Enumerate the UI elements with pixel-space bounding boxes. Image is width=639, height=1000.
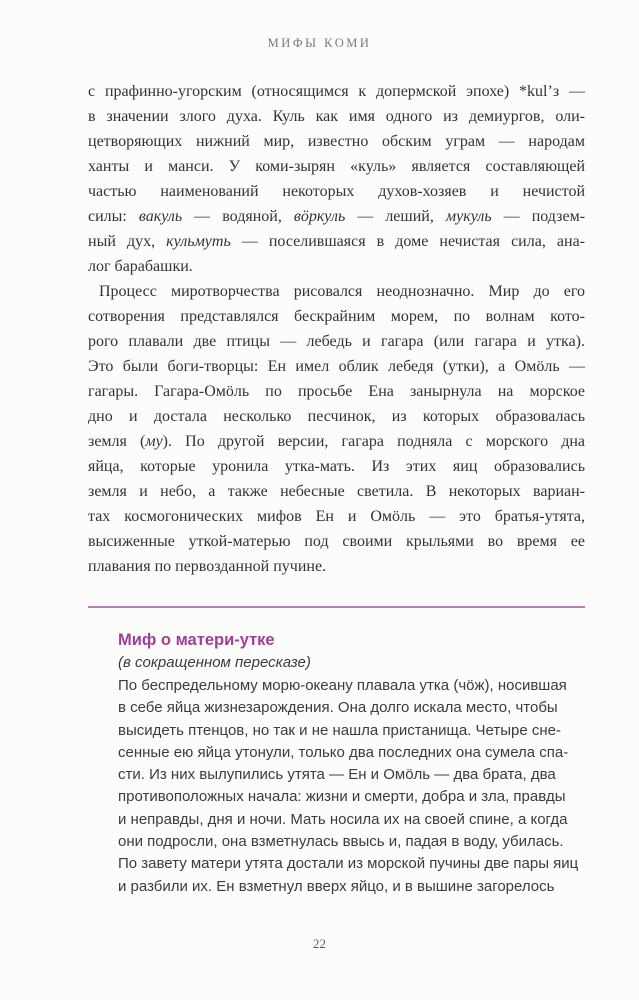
- text-line: частью наименований некоторых духов-хозяев и нечистой: [88, 183, 585, 200]
- paragraph-creation-myth: [88, 279, 585, 579]
- paragraph-kul: [88, 79, 585, 279]
- text-line: Это были боги-творцы: Ен имел облик лебедя (утки), а Омöль —: [88, 358, 585, 375]
- running-head: МИФЫ КОМИ: [267, 36, 372, 50]
- text-line: ный дух, кульмуть — поселившаяся в доме нечистая сила, ана-: [88, 233, 585, 250]
- text-line: в себе яйца жизнезарождения. Она долго искала место, чтобы: [118, 699, 558, 717]
- text-line: земля (му). По другой версии, гагара подняла с морского дна: [88, 433, 586, 450]
- myth-excerpt-block: [118, 629, 579, 898]
- text-line: земля и небо, а также небесные светила. В некоторых вариан-: [88, 483, 585, 500]
- text-line: с прафинно-угорским (относящимся к допермской эпохе) *kul’з —: [88, 83, 585, 100]
- text-line: сотворения представлялся бескрайним морем, по волнам кото-: [88, 308, 585, 325]
- text-line: рого плавали две птицы — лебедь и гагара (или гагара и утка).: [88, 333, 585, 350]
- excerpt-subtitle: (в сокращенном пересказе): [118, 654, 311, 671]
- text-line: яйца, которые уронила утка-мать. Из этих яиц образовались: [88, 458, 585, 475]
- text-line: гагары. Гагара-Омöль по просьбе Ена занырнула на морское: [88, 383, 585, 400]
- main-text-block: [88, 79, 585, 579]
- text-line: цетворяющих нижний мир, известно обским уграм — народам: [88, 133, 585, 150]
- text-line: и неправды, дня и ночи. Мать носила их на своей спине, а когда: [118, 810, 568, 828]
- text-line: высидеть птенцов, но так и не нашла пристанища. Четыре сне-: [118, 721, 561, 739]
- text-line: По завету матери утята достали из морской пучины две пары яиц: [118, 855, 579, 873]
- text-line: дно и достала несколько песчинок, из которых образовалась: [88, 408, 585, 425]
- text-line: сти. Из них вылупились утята — Ен и Омöль — два брата, два: [118, 766, 556, 784]
- excerpt-title: Миф о матери-утке: [118, 631, 275, 649]
- text-line: По беспредельному морю-океану плавала утка (чöж), носившая: [118, 677, 567, 694]
- text-line: в значении злого духа. Куль как имя одного из демиургов, оли-: [88, 108, 585, 125]
- section-divider-rule: [88, 606, 585, 608]
- text-line: они подросли, она взметнулась ввысь и, падая в воду, убилась.: [118, 833, 564, 851]
- excerpt-body: [118, 675, 579, 898]
- text-line: плавания по первозданной пучине.: [88, 558, 327, 575]
- text-line: противоположных начала: жизни и смерти, добра и зла, правды: [118, 788, 566, 806]
- text-line: сенные ею яйца утонули, только два последних она сумела спа-: [118, 743, 569, 761]
- text-line: и разбили их. Ен взметнул вверх яйцо, и в вышине загорелось: [118, 877, 555, 895]
- text-line: высиженные уткой-матерью под своими крыльями во время ее: [88, 533, 585, 550]
- page-number: 22: [313, 936, 326, 951]
- text-line: силы: вакуль — водяной, вöркуль — леший, мукуль — подзем-: [88, 208, 586, 225]
- text-line: Процесс миротворчества рисовался неоднозначно. Мир до его: [99, 283, 585, 300]
- text-line: ханты и манси. У коми-зырян «куль» является составляющей: [88, 158, 585, 175]
- text-line: тах космогонических мифов Ен и Омöль — это братья-утята,: [88, 508, 585, 525]
- text-line: лог барабашки.: [88, 258, 193, 275]
